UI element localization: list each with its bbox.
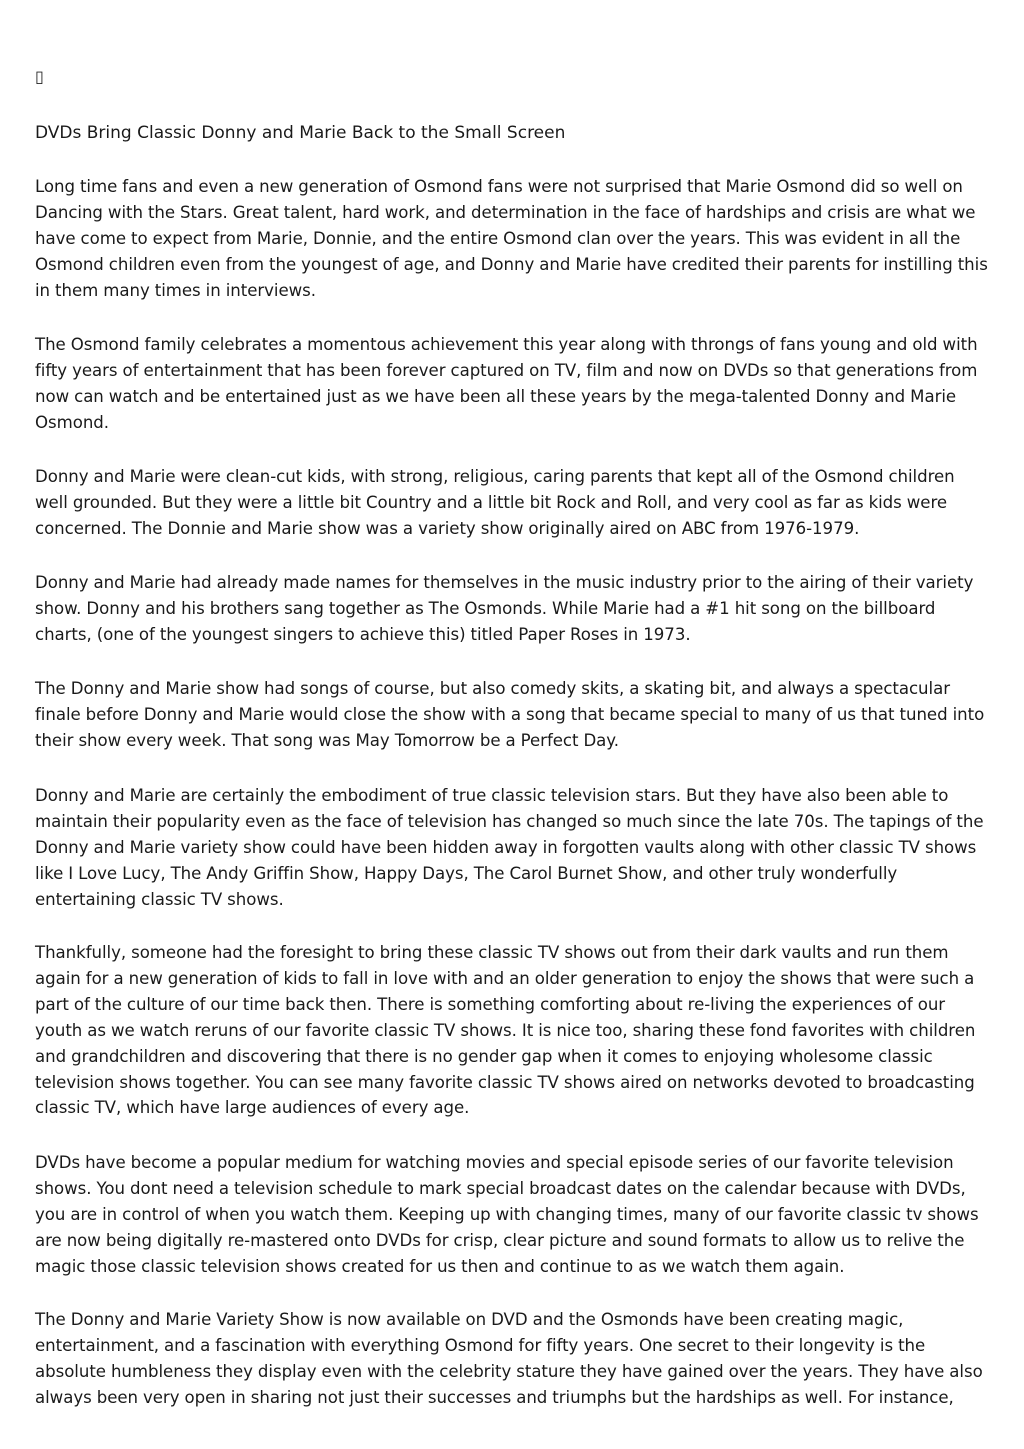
paragraph-7: Thankfully, someone had the foresight to bring these classic TV shows out from their dark vaults and run them again for a new generation of kids to fall in love with and an older generation to enjoy the shows that were such a part of the culture of our time back then. There is something comforting about re-living the experiences of our youth as we watch reruns of our favorite classic TV shows. It is nice too, sharing these fond favorites with children and grandchildren and discovering that there is no gender gap when it comes to enjoying wholesome classic television shows together. You can see many favorite classic TV shows aired on networks devoted to broadcasting classic TV, which have large audiences of every age. [35, 943, 976, 1118]
paragraph-6: Donny and Marie are certainly the embodiment of true classic television stars. But they have also been able to maintain their popularity even as the face of television has changed so much since the late 70s. The tapings of the Donny and Marie variety show could have been hidden away in forgotten vaults along with other classic TV shows like I Love Lucy, The Andy Griffin Show, Happy Days, The Carol Burnet Show, and other truly wonderfully entertaining classic TV shows. [35, 786, 984, 909]
paragraph-5: The Donny and Marie show had songs of course, but also comedy skits, a skating bit, and always a spectacular finale before Donny and Marie would close the show with a song that became special to many of us that tuned into their show every week. That song was May Tomorrow be a Perfect Day. [35, 679, 985, 750]
paragraph-8: DVDs have become a popular medium for watching movies and special episode series of our favorite television shows. You dont need a television schedule to mark special broadcast dates on the calendar because with DVDs, you are in control of when you watch them. Keeping up with changing times, many of our favorite classic tv shows are now being digitally re-mastered onto DVDs for crisp, clear picture and sound formats to allow us to relive the magic those classic television shows created for us then and continue to as we watch them again. [35, 1153, 979, 1276]
paragraph-1: Long time fans and even a new generation of Osmond fans were not surprised that Marie Osmond did so well on Dancing with the Stars. Great talent, hard work, and determination in the face of hardships and crisis are what we have come to expect from Marie, Donnie, and the entire Osmond clan over the years. This was evident in all the Osmond children even from the youngest of age, and Donny and Marie have credited their parents for instilling this in them many times in interviews. [35, 177, 988, 300]
paragraph-2: The Osmond family celebrates a momentous achievement this year along with throngs of fans young and old with fifty years of entertainment that has been forever captured on TV, film and now on DVDs so that generations from now can watch and be entertained just as we have been all these years by the mega-talented Donny and Marie Osmond. [35, 335, 978, 432]
article-title: DVDs Bring Classic Donny and Marie Back to the Small Screen [35, 123, 566, 143]
missing-glyph-icon: ▯ [35, 67, 44, 86]
paragraph-3: Donny and Marie were clean-cut kids, with strong, religious, caring parents that kept all of the Osmond children well grounded. But they were a little bit Country and a little bit Rock and Roll, and very cool as far as kids were concerned. The Donnie and Marie show was a variety show originally aired on ABC from 1976-1979. [35, 467, 955, 538]
paragraph-9: The Donny and Marie Variety Show is now available on DVD and the Osmonds have been creating magic, entertainment, and a fascination with everything Osmond for fifty years. One secret to their longevity is the absolute humbleness they display even with the celebrity stature they have gained over the years. They have also always been very open in sharing not just their successes and triumphs but the hardships as well. For instance, [35, 1310, 983, 1407]
paragraph-4: Donny and Marie had already made names for themselves in the music industry prior to the airing of their variety show. Donny and his brothers sang together as The Osmonds. While Marie had a #1 hit song on the billboard charts, (one of the youngest singers to achieve this) titled Paper Roses in 1973. [35, 573, 974, 644]
